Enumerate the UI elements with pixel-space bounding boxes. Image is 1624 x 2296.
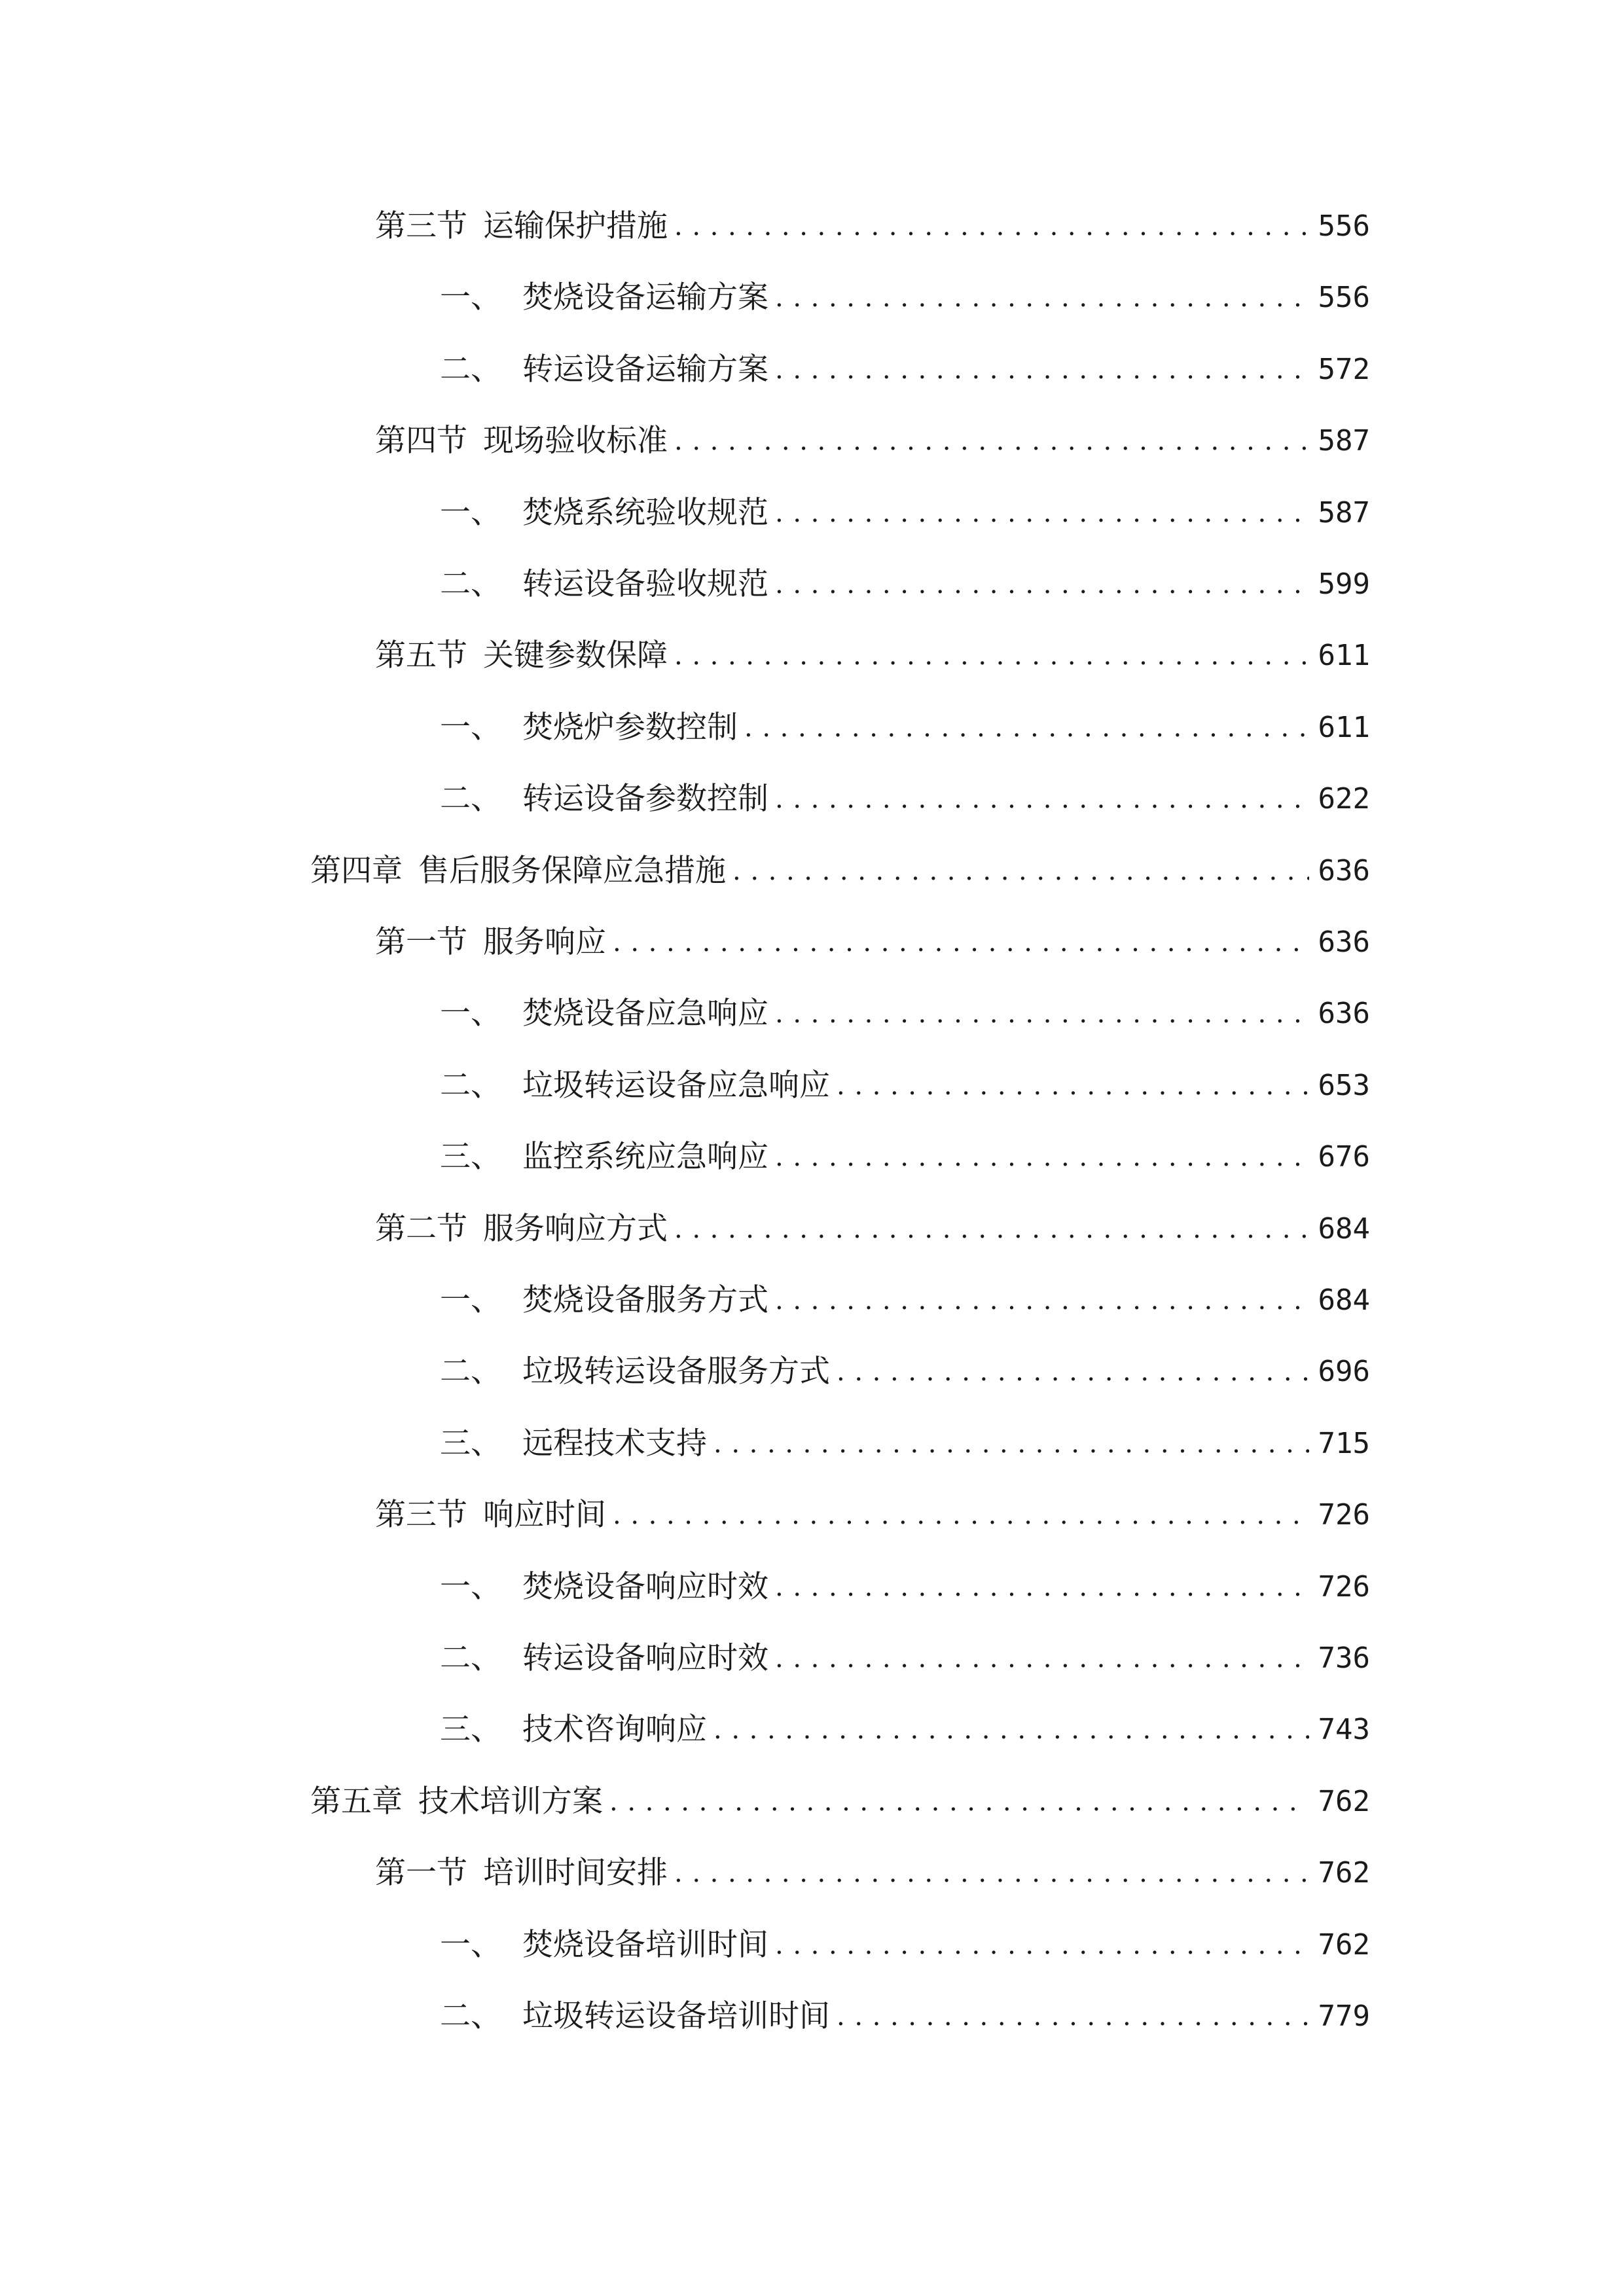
toc-page-number: 762 bbox=[1318, 1856, 1370, 1890]
toc-page-number: 696 bbox=[1318, 1355, 1370, 1388]
dot-leader bbox=[613, 1489, 1309, 1541]
toc-entry[interactable] bbox=[375, 200, 1370, 253]
toc-entry[interactable] bbox=[440, 1919, 1370, 1971]
toc-entry-number: 二、 bbox=[440, 781, 501, 817]
toc-entry-number: 一、 bbox=[440, 1282, 501, 1318]
toc-entry-number: 二、 bbox=[440, 1640, 501, 1676]
toc-entry[interactable] bbox=[375, 1203, 1370, 1255]
toc-page-number: 676 bbox=[1318, 1140, 1370, 1174]
toc-entry-number: 第五章 bbox=[310, 1784, 403, 1820]
toc-entry-title: 培训时间安排 bbox=[483, 1855, 668, 1891]
toc-entry-number: 三、 bbox=[440, 1712, 501, 1748]
toc-entry-number: 一、 bbox=[440, 1569, 501, 1605]
toc-entry[interactable] bbox=[440, 1704, 1370, 1756]
toc-entry-title: 服务响应方式 bbox=[483, 1211, 668, 1247]
toc-entry-number: 第二节 bbox=[375, 1211, 467, 1247]
toc-entry-title: 运输保护措施 bbox=[483, 208, 668, 244]
toc-page-number: 715 bbox=[1318, 1427, 1370, 1460]
toc-entry[interactable] bbox=[440, 1418, 1370, 1470]
toc-page-number: 611 bbox=[1318, 639, 1370, 672]
toc-page-number: 636 bbox=[1318, 854, 1370, 888]
toc-entry[interactable] bbox=[440, 1346, 1370, 1398]
toc-page-number: 743 bbox=[1318, 1713, 1370, 1746]
toc-page-number: 653 bbox=[1318, 1069, 1370, 1102]
dot-leader bbox=[674, 200, 1309, 253]
toc-entry-title: 关键参数保障 bbox=[483, 637, 668, 673]
toc-entry-title: 监控系统应急响应 bbox=[522, 1139, 768, 1175]
toc-entry-number: 第四章 bbox=[310, 853, 403, 889]
toc-entry-number: 一、 bbox=[440, 279, 501, 315]
dot-leader bbox=[744, 702, 1309, 754]
dot-leader bbox=[775, 558, 1309, 611]
dot-leader bbox=[775, 272, 1309, 324]
dot-leader bbox=[775, 988, 1309, 1040]
toc-page-number: 587 bbox=[1318, 424, 1370, 457]
toc-entry[interactable] bbox=[440, 487, 1370, 539]
dot-leader bbox=[674, 630, 1309, 682]
toc-entry-number: 三、 bbox=[440, 1426, 501, 1462]
toc-entry[interactable] bbox=[440, 1632, 1370, 1685]
toc-entry[interactable] bbox=[375, 916, 1370, 969]
toc-entry-title: 焚烧设备应急响应 bbox=[522, 996, 768, 1031]
toc-entry-title: 服务响应 bbox=[483, 924, 606, 960]
dot-leader bbox=[609, 1776, 1309, 1828]
toc-page-number: 587 bbox=[1318, 496, 1370, 529]
toc-entry[interactable] bbox=[440, 988, 1370, 1040]
toc-entry[interactable] bbox=[440, 773, 1370, 825]
toc-entry-number: 二、 bbox=[440, 351, 501, 387]
dot-leader bbox=[775, 1274, 1309, 1327]
dot-leader bbox=[837, 1346, 1309, 1398]
dot-leader bbox=[674, 1203, 1309, 1255]
toc-entry[interactable] bbox=[310, 1776, 1370, 1828]
toc-entry-title: 转运设备验收规范 bbox=[522, 566, 768, 602]
toc-entry[interactable] bbox=[440, 558, 1370, 611]
toc-page-number: 779 bbox=[1318, 2000, 1370, 2033]
toc-page-number: 556 bbox=[1318, 281, 1370, 314]
dot-leader bbox=[775, 1131, 1309, 1183]
toc-page-number: 622 bbox=[1318, 782, 1370, 816]
toc-entry-title: 垃圾转运设备应急响应 bbox=[522, 1067, 830, 1103]
toc-entry-title: 转运设备参数控制 bbox=[522, 781, 768, 817]
toc-page-number: 726 bbox=[1318, 1498, 1370, 1532]
toc-entry[interactable] bbox=[440, 272, 1370, 324]
toc-entry-title: 转运设备响应时效 bbox=[522, 1640, 768, 1676]
toc-entry[interactable] bbox=[440, 702, 1370, 754]
toc-entry[interactable] bbox=[440, 1060, 1370, 1112]
dot-leader bbox=[837, 1060, 1309, 1112]
toc-page-number: 572 bbox=[1318, 353, 1370, 386]
toc-page-number: 762 bbox=[1318, 1928, 1370, 1962]
toc-entry-number: 第一节 bbox=[375, 1855, 467, 1891]
toc-page-number: 762 bbox=[1318, 1785, 1370, 1818]
dot-leader bbox=[775, 487, 1309, 539]
toc-page-number: 599 bbox=[1318, 567, 1370, 601]
toc-entry-title: 售后服务保障应急措施 bbox=[418, 853, 726, 889]
toc-entry-number: 二、 bbox=[440, 566, 501, 602]
toc-entry-number: 三、 bbox=[440, 1139, 501, 1175]
toc-entry-number: 一、 bbox=[440, 1927, 501, 1963]
toc-entry[interactable] bbox=[310, 845, 1370, 897]
toc-entry-number: 二、 bbox=[440, 1998, 501, 2034]
toc-page-number: 636 bbox=[1318, 997, 1370, 1030]
toc-entry-number: 一、 bbox=[440, 495, 501, 531]
toc-entry-title: 焚烧设备培训时间 bbox=[522, 1927, 768, 1963]
toc-entry-number: 一、 bbox=[440, 996, 501, 1031]
toc-entry-number: 第一节 bbox=[375, 924, 467, 960]
toc-entry-number: 一、 bbox=[440, 709, 501, 745]
dot-leader bbox=[732, 845, 1309, 897]
toc-entry[interactable] bbox=[440, 1561, 1370, 1613]
toc-entry[interactable] bbox=[440, 1274, 1370, 1327]
toc-entry-title: 转运设备运输方案 bbox=[522, 351, 768, 387]
toc-entry-title: 技术咨询响应 bbox=[522, 1712, 707, 1748]
toc-page-number: 556 bbox=[1318, 209, 1370, 243]
toc-entry-number: 第五节 bbox=[375, 637, 467, 673]
toc-entry-title: 现场验收标准 bbox=[483, 423, 668, 459]
toc-entry-number: 二、 bbox=[440, 1067, 501, 1103]
toc-page-number: 684 bbox=[1318, 1283, 1370, 1317]
dot-leader bbox=[775, 1632, 1309, 1685]
dot-leader bbox=[674, 1847, 1309, 1899]
toc-entry[interactable] bbox=[375, 630, 1370, 682]
toc-entry-number: 第四节 bbox=[375, 423, 467, 459]
toc-entry-title: 焚烧设备服务方式 bbox=[522, 1282, 768, 1318]
toc-page-number: 684 bbox=[1318, 1212, 1370, 1246]
toc-entry-title: 垃圾转运设备服务方式 bbox=[522, 1354, 830, 1390]
toc-entry[interactable] bbox=[375, 1489, 1370, 1541]
toc-page-number: 611 bbox=[1318, 711, 1370, 744]
toc-entry[interactable] bbox=[440, 344, 1370, 396]
dot-leader bbox=[713, 1418, 1309, 1470]
dot-leader bbox=[713, 1704, 1309, 1756]
dot-leader bbox=[775, 773, 1309, 825]
toc-entry-title: 技术培训方案 bbox=[418, 1784, 603, 1820]
toc-entry-title: 焚烧设备响应时效 bbox=[522, 1569, 768, 1605]
toc-entry[interactable] bbox=[440, 1990, 1370, 2043]
dot-leader bbox=[613, 916, 1309, 969]
toc-entry-title: 焚烧系统验收规范 bbox=[522, 495, 768, 531]
dot-leader bbox=[674, 415, 1309, 467]
toc-entry-title: 远程技术支持 bbox=[522, 1426, 707, 1462]
toc-entry-number: 第三节 bbox=[375, 1497, 467, 1533]
toc-entry[interactable] bbox=[375, 1847, 1370, 1899]
toc-page-number: 736 bbox=[1318, 1641, 1370, 1675]
dot-leader bbox=[775, 1561, 1309, 1613]
dot-leader bbox=[775, 1919, 1309, 1971]
toc-entry-title: 焚烧炉参数控制 bbox=[522, 709, 738, 745]
toc-page-number: 636 bbox=[1318, 925, 1370, 959]
toc-entry[interactable] bbox=[375, 415, 1370, 467]
toc-entry[interactable] bbox=[440, 1131, 1370, 1183]
toc-entry-number: 第三节 bbox=[375, 208, 467, 244]
dot-leader bbox=[837, 1990, 1309, 2043]
toc-entry-title: 焚烧设备运输方案 bbox=[522, 279, 768, 315]
toc-page-number: 726 bbox=[1318, 1570, 1370, 1604]
toc-entry-title: 垃圾转运设备培训时间 bbox=[522, 1998, 830, 2034]
toc-entry-number: 二、 bbox=[440, 1354, 501, 1390]
toc-entry-title: 响应时间 bbox=[483, 1497, 606, 1533]
dot-leader bbox=[775, 344, 1309, 396]
